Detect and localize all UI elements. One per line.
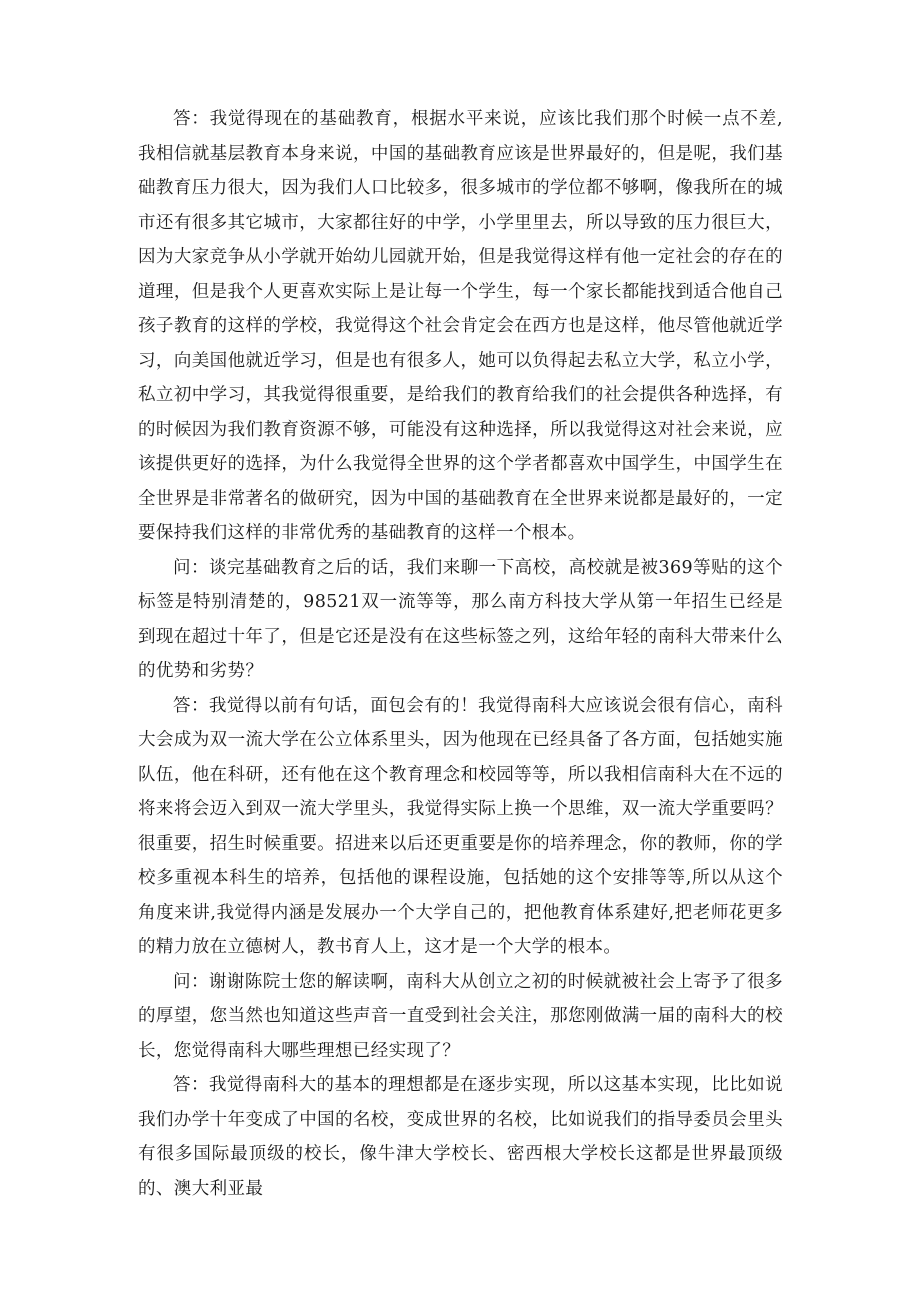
- question-paragraph-1: 问：谈完基础教育之后的话，我们来聊一下高校，高校就是被369等贴的这个标签是特别清楚的，98521双一流等等，那么南方科技大学从第一年招生已经是到现在超过十年了，但是它还是没有在这些标签之列，这给年轻的南科大带来什么的优势和劣势？: [138, 557, 783, 681]
- answer-paragraph-3: 答：我觉得南科大的基本的理想都是在逐步实现，所以这基本实现，比比如说我们办学十年变成了中国的名校，变成世界的名校，比如说我们的指导委员会里头有很多国际最顶级的校长，像牛津大学校长、密西根大学校长这都是世界最顶级的、澳大利亚最: [138, 1075, 783, 1199]
- answer-paragraph-1: 答：我觉得现在的基础教育，根据水平来说，应该比我们那个时候一点不差,我相信就基层教育本身来说，中国的基础教育应该是世界最好的，但是呢，我们基础教育压力很大，因为我们人口比较多，很多城市的学位都不够啊，像我所在的城市还有很多其它城市，大家都往好的中学，小学里里去，所以导致的压力很巨大，因为大家竞争从小学就开始幼儿园就开始，但是我觉得这样有他一定社会的存在的道理，但是我个人更喜欢实际上是让每一个学生，每一个家长都能找到适合他自己孩子教育的这样的学校，我觉得这个社会肯定会在西方也是这样，他尽管他就近学习，向美国他就近学习，但是也有很多人，她可以负得起去私立大学，私立小学，私立初中学习，其我觉得很重要，是给我们的教育给我们的社会提供各种选择，有的时候因为我们教育资源不够，可能没有这种选择，所以我觉得这对社会来说，应该提供更好的选择，为什么我觉得全世界的这个学者都喜欢中国学生，中国学生在全世界是非常著名的做研究，因为中国的基础教育在全世界来说都是最好的，一定要保持我们这样的非常优秀的基础教育的这样一个根本。: [138, 109, 783, 543]
- document-body: [138, 102, 783, 1206]
- question-paragraph-2: 问：谢谢陈院士您的解读啊，南科大从创立之初的时候就被社会上寄予了很多的厚望，您当然也知道这些声音一直受到社会关注，那您刚做满一届的南科大的校长，您觉得南科大哪些理想已经实现了？: [138, 971, 783, 1061]
- answer-paragraph-2: 答：我觉得以前有句话，面包会有的！我觉得南科大应该说会很有信心，南科大会成为双一流大学在公立体系里头，因为他现在已经具备了各方面，包括她实施队伍，他在科研，还有他在这个教育理念和校园等等，所以我相信南科大在不远的将来将会迈入到双一流大学里头，我觉得实际上换一个思维，双一流大学重要吗？很重要，招生时候重要。招进来以后还更重要是你的培养理念，你的教师，你的学校多重视本科生的培养，包括他的课程设施，包括她的这个安排等等,所以从这个角度来讲,我觉得内涵是发展办一个大学自己的，把他教育体系建好,把老师花更多的精力放在立德树人，教书育人上，这才是一个大学的根本。: [138, 695, 783, 957]
